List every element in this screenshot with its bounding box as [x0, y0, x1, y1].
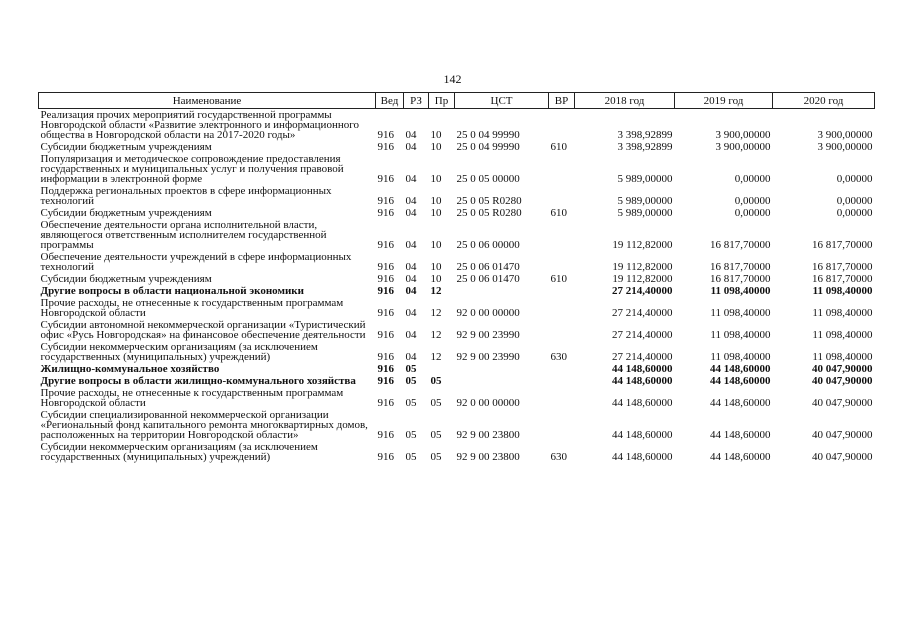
header-cst: ЦСТ — [455, 93, 549, 109]
cell-vr — [549, 153, 575, 185]
cell-2018: 27 214,40000 — [612, 307, 673, 319]
cell-name: Субсидии некоммерческим организациям (за исключением государственных (муниципальных) учреждений) — [40, 441, 318, 463]
cell-name: Субсидии специализированной некоммерческой организации «Региональный фонд капитального ремонта многоквартирных домов, расположенных на территории Новгородской области» — [40, 409, 368, 441]
cell-cst: 25 0 06 01470 — [456, 273, 520, 285]
cell-name: Другие вопросы в области национальной экономики — [40, 285, 304, 297]
cell-cst: 25 0 05 R0280 — [456, 207, 522, 219]
cell-2020: 16 817,70000 — [812, 273, 873, 285]
cell-name: Прочие расходы, не отнесенные к государственным программам Новгородской области — [40, 297, 344, 319]
cell-2019: 11 098,40000 — [710, 307, 771, 319]
cell-2020: 0,00000 — [836, 195, 873, 207]
header-2019: 2019 год — [675, 93, 773, 109]
cell-rz: 04 — [405, 195, 417, 207]
cell-name: Прочие расходы, не отнесенные к государственным программам Новгородской области — [40, 387, 344, 409]
cell-2019: 11 098,40000 — [710, 329, 771, 341]
cell-cst: 25 0 05 R0280 — [456, 195, 522, 207]
cell-rz: 05 — [405, 451, 417, 463]
table-row — [39, 207, 875, 219]
cell-2019: 0,00000 — [734, 195, 771, 207]
cell-pr: 10 — [430, 207, 442, 219]
cell-pr: 10 — [430, 173, 442, 185]
cell-2018: 44 148,60000 — [612, 397, 673, 409]
cell-vr — [549, 109, 575, 142]
cell-rz: 05 — [405, 363, 417, 375]
table-row — [39, 109, 875, 142]
cell-rz: 04 — [405, 207, 417, 219]
cell-cst: 25 0 06 00000 — [456, 239, 520, 251]
cell-cst: 92 9 00 23800 — [456, 451, 520, 463]
cell-name: Субсидии автономной некоммерческой организации «Туристический офис «Русь Новгородская» на финансовое обеспечение деятельности — [40, 319, 366, 341]
cell-2020: 40 047,90000 — [812, 429, 873, 441]
table-row — [39, 387, 875, 409]
header-pr: Пр — [429, 93, 455, 109]
cell-ved: 916 — [377, 375, 394, 387]
cell-rz: 04 — [405, 351, 417, 363]
cell-pr: 10 — [430, 195, 442, 207]
cell-pr: 10 — [430, 141, 442, 153]
cell-cst: 92 9 00 23990 — [456, 351, 520, 363]
cell-2020: 40 047,90000 — [812, 363, 873, 375]
cell-cst: 25 0 06 01470 — [456, 261, 520, 273]
cell-name: Субсидии бюджетным учреждениям — [40, 141, 212, 153]
cell-cst — [455, 375, 549, 387]
cell-vr: 610 — [550, 273, 567, 285]
budget-table — [38, 92, 875, 463]
cell-2018: 27 214,40000 — [612, 285, 673, 297]
cell-cst: 25 0 04 99990 — [456, 141, 520, 153]
cell-ved: 916 — [377, 195, 394, 207]
cell-pr: 12 — [430, 329, 442, 341]
cell-pr: 10 — [430, 261, 442, 273]
cell-ved: 916 — [377, 351, 394, 363]
cell-vr — [549, 363, 575, 375]
cell-pr — [429, 363, 455, 375]
cell-vr — [549, 185, 575, 207]
cell-rz: 04 — [405, 173, 417, 185]
cell-name: Обеспечение деятельности органа исполнительной власти, являющегося ответственным исполнителем государственной программы — [40, 219, 327, 251]
cell-pr: 10 — [430, 129, 442, 141]
header-2018: 2018 год — [575, 93, 675, 109]
cell-rz: 04 — [405, 273, 417, 285]
cell-2018: 44 148,60000 — [612, 429, 673, 441]
cell-ved: 916 — [377, 329, 394, 341]
table-header-row — [39, 93, 875, 109]
page-number: 142 — [443, 72, 462, 86]
cell-2020: 11 098,40000 — [812, 329, 873, 341]
cell-pr: 05 — [430, 429, 442, 441]
cell-2019: 3 900,00000 — [715, 129, 771, 141]
cell-vr — [549, 319, 575, 341]
cell-2018: 19 112,82000 — [612, 239, 673, 251]
cell-rz: 05 — [405, 397, 417, 409]
table-body — [39, 109, 875, 464]
cell-2019: 11 098,40000 — [710, 351, 771, 363]
table-row — [39, 363, 875, 375]
cell-ved: 916 — [377, 207, 394, 219]
cell-2018: 27 214,40000 — [612, 351, 673, 363]
cell-2020: 40 047,90000 — [812, 375, 873, 387]
cell-2020: 16 817,70000 — [812, 261, 873, 273]
cell-ved: 916 — [377, 397, 394, 409]
table-row — [39, 251, 875, 273]
cell-vr — [549, 297, 575, 319]
cell-vr: 630 — [550, 351, 567, 363]
cell-2018: 3 398,92899 — [617, 129, 673, 141]
cell-vr — [549, 409, 575, 441]
table-row — [39, 185, 875, 207]
cell-2020: 3 900,00000 — [817, 129, 873, 141]
cell-2018: 5 989,00000 — [617, 207, 673, 219]
cell-2019: 0,00000 — [734, 207, 771, 219]
cell-2020: 40 047,90000 — [812, 451, 873, 463]
cell-vr — [549, 375, 575, 387]
table-row — [39, 141, 875, 153]
cell-2020: 40 047,90000 — [812, 397, 873, 409]
cell-cst: 25 0 05 00000 — [456, 173, 520, 185]
cell-ved: 916 — [377, 363, 394, 375]
cell-2019: 44 148,60000 — [710, 429, 771, 441]
cell-2020: 16 817,70000 — [812, 239, 873, 251]
cell-ved: 916 — [377, 285, 394, 297]
table-row — [39, 219, 875, 251]
cell-2019: 44 148,60000 — [710, 397, 771, 409]
cell-cst — [455, 363, 549, 375]
cell-pr: 05 — [430, 375, 442, 387]
cell-2018: 27 214,40000 — [612, 329, 673, 341]
cell-2018: 44 148,60000 — [612, 451, 673, 463]
cell-ved: 916 — [377, 141, 394, 153]
header-ved: Вед — [376, 93, 404, 109]
cell-2019: 44 148,60000 — [710, 375, 771, 387]
cell-2019: 16 817,70000 — [710, 273, 771, 285]
cell-name: Субсидии бюджетным учреждениям — [40, 273, 212, 285]
cell-rz: 04 — [405, 329, 417, 341]
cell-pr: 12 — [430, 351, 442, 363]
cell-name: Субсидии некоммерческим организациям (за исключением государственных (муниципальных) учреждений) — [40, 341, 318, 363]
cell-pr: 12 — [430, 285, 442, 297]
cell-ved: 916 — [377, 129, 394, 141]
cell-2020: 11 098,40000 — [812, 285, 873, 297]
cell-ved: 916 — [377, 429, 394, 441]
cell-rz: 04 — [405, 307, 417, 319]
header-name: Наименование — [39, 93, 376, 109]
cell-vr: 610 — [550, 141, 567, 153]
cell-rz: 04 — [405, 285, 417, 297]
cell-rz: 04 — [405, 141, 417, 153]
cell-pr: 12 — [430, 307, 442, 319]
cell-pr: 05 — [430, 451, 442, 463]
cell-vr — [549, 285, 575, 297]
cell-2019: 0,00000 — [734, 173, 771, 185]
cell-2018: 5 989,00000 — [617, 173, 673, 185]
cell-pr: 10 — [430, 273, 442, 285]
cell-2018: 19 112,82000 — [612, 273, 673, 285]
table-row — [39, 441, 875, 463]
cell-2019: 3 900,00000 — [715, 141, 771, 153]
cell-ved: 916 — [377, 239, 394, 251]
cell-rz: 05 — [405, 429, 417, 441]
cell-name: Популяризация и методическое сопровождение предоставления государственных и муниципальных услуг и получения правовой информации в электронной форме — [40, 153, 344, 185]
cell-cst — [455, 285, 549, 297]
cell-ved: 916 — [377, 273, 394, 285]
cell-ved: 916 — [377, 451, 394, 463]
table-row — [39, 375, 875, 387]
cell-name: Жилищно-коммунальное хозяйство — [40, 363, 220, 375]
cell-name: Субсидии бюджетным учреждениям — [40, 207, 212, 219]
cell-2020: 11 098,40000 — [812, 351, 873, 363]
cell-name: Другие вопросы в области жилищно-коммунального хозяйства — [40, 375, 356, 387]
cell-vr — [549, 219, 575, 251]
cell-2020: 3 900,00000 — [817, 141, 873, 153]
cell-rz: 05 — [405, 375, 417, 387]
table-row — [39, 341, 875, 363]
table-row — [39, 285, 875, 297]
cell-2020: 0,00000 — [836, 173, 873, 185]
table-row — [39, 153, 875, 185]
cell-2019: 44 148,60000 — [710, 451, 771, 463]
cell-2018: 44 148,60000 — [612, 363, 673, 375]
cell-pr: 05 — [430, 397, 442, 409]
cell-2019: 16 817,70000 — [710, 261, 771, 273]
cell-rz: 04 — [405, 239, 417, 251]
header-2020: 2020 год — [773, 93, 875, 109]
cell-2018: 19 112,82000 — [612, 261, 673, 273]
cell-vr: 610 — [550, 207, 567, 219]
cell-2018: 3 398,92899 — [617, 141, 673, 153]
cell-2020: 11 098,40000 — [812, 307, 873, 319]
cell-2020: 0,00000 — [836, 207, 873, 219]
cell-vr: 630 — [550, 451, 567, 463]
cell-2018: 44 148,60000 — [612, 375, 673, 387]
table-row — [39, 297, 875, 319]
cell-ved: 916 — [377, 307, 394, 319]
cell-rz: 04 — [405, 129, 417, 141]
cell-cst: 25 0 04 99990 — [456, 129, 520, 141]
cell-name: Поддержка региональных проектов в сфере информационных технологий — [40, 185, 332, 207]
cell-rz: 04 — [405, 261, 417, 273]
cell-pr: 10 — [430, 239, 442, 251]
cell-cst: 92 0 00 00000 — [456, 307, 520, 319]
cell-name: Реализация прочих мероприятий государственной программы Новгородской области «Развитие электронного и информационного общества в Новгородской области на 2017-2020 годы» — [40, 109, 359, 141]
cell-2019: 16 817,70000 — [710, 239, 771, 251]
cell-name: Обеспечение деятельности учреждений в сфере информационных технологий — [40, 251, 352, 273]
cell-ved: 916 — [377, 261, 394, 273]
cell-2018: 5 989,00000 — [617, 195, 673, 207]
cell-2019: 44 148,60000 — [710, 363, 771, 375]
cell-vr — [549, 251, 575, 273]
table-row — [39, 319, 875, 341]
cell-cst: 92 9 00 23800 — [456, 429, 520, 441]
cell-vr — [549, 387, 575, 409]
header-vr: ВР — [549, 93, 575, 109]
cell-cst: 92 9 00 23990 — [456, 329, 520, 341]
cell-2019: 11 098,40000 — [710, 285, 771, 297]
table-row — [39, 409, 875, 441]
cell-cst: 92 0 00 00000 — [456, 397, 520, 409]
table-row — [39, 273, 875, 285]
header-rz: РЗ — [404, 93, 429, 109]
cell-ved: 916 — [377, 173, 394, 185]
